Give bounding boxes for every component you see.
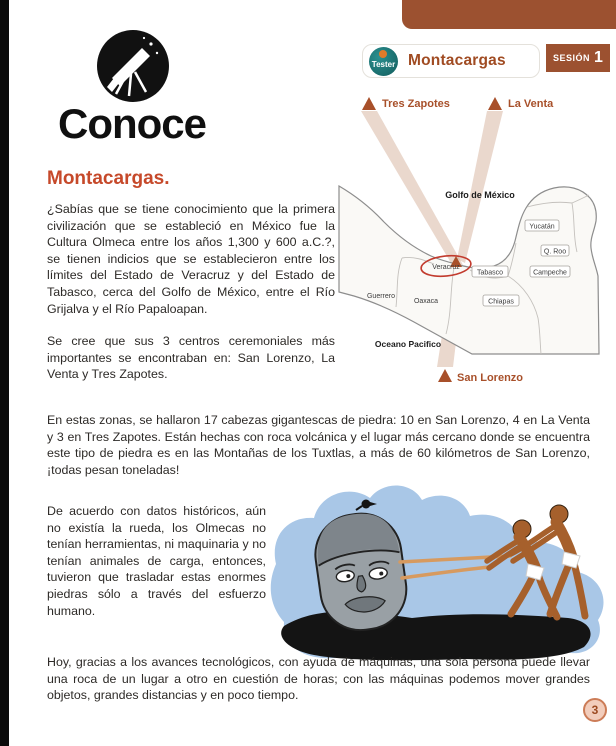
paragraph-2: Se cree que sus 3 centros ceremoniales más importantes se encontraban en: San Lorenzo, La Venta y Tres Zapotes. <box>47 334 335 382</box>
session-label: SESIÓN <box>553 53 591 63</box>
telescope-icon <box>58 26 248 106</box>
planet-icon <box>379 50 387 58</box>
olmec-illustration <box>262 468 612 668</box>
region-tabasco: Tabasco <box>476 269 504 277</box>
tester-badge-label: Tester <box>371 60 396 69</box>
region-chiapas: Chiapas <box>488 298 514 306</box>
la-venta-marker-icon <box>488 97 502 110</box>
paragraph-4: De acuerdo con datos históricos, aún no existía la rueda, los Olmecas no tenían herramientas, ni maquinaria y no tenían animales de carga, entonces, tuvieron que trasladar estas enormes piedras sólo a través del esfuerzo humano. <box>47 504 266 618</box>
left-accent-bar <box>0 0 9 746</box>
article-title: Montacargas. <box>47 168 170 189</box>
la-venta-label: La Venta <box>508 98 554 110</box>
region-yucatan: Yucatán <box>529 223 555 231</box>
region-guerrero: Guerrero <box>366 293 396 300</box>
tester-badge <box>369 47 398 76</box>
pacific-label: Oceano Pacifico <box>374 339 442 349</box>
logo <box>58 26 248 148</box>
session-badge <box>546 44 610 72</box>
gulf-label: Golfo de México <box>445 190 515 200</box>
paragraph-1: ¿Sabías que se tiene conocimiento que la primera civilización que se estableció en México fue la Cultura Olmeca entre los años 1,300 y 600 a.C.?, se tienen indicios que se establecieron entre los límites del Estado de Veracruz y del Estado de Tabasco, cerca del Golfo de México, entre el Río Grijalva y el Río Papaloapan. <box>47 202 335 316</box>
tres-zapotes-label: Tres Zapotes <box>382 98 450 110</box>
paragraph-5: Hoy, gracias a los avances tecnológicos, con ayuda de máquinas, una sola persona puede llevar una roca de un lugar a otro en cuestión de horas; con las máquinas podemos mover grandes objetos, grandes distancias y en poco tiempo. <box>47 655 590 703</box>
san-lorenzo-label: San Lorenzo <box>457 372 524 384</box>
region-oaxaca: Oaxaca <box>413 298 439 305</box>
region-q-roo: Q. Roo <box>543 248 567 256</box>
mexico-map <box>336 86 610 398</box>
tres-zapotes-marker-icon <box>362 97 376 110</box>
session-number: 1 <box>594 49 603 66</box>
top-corner-tab <box>402 0 616 29</box>
region-campeche: Campeche <box>533 269 567 277</box>
map-section <box>336 86 610 398</box>
paragraph-3: En estas zonas, se hallaron 17 cabezas gigantescas de piedra: 10 en San Lorenzo, 4 en La Venta y 3 en Tres Zapotes. Están hechas con roca volcánica y el lugar más cercano donde se encuentra este tipo de piedra es en las Montañas de los Tuxtlas, a más de 60 kilómetros de San Lorenzo, ¡todas pesan toneladas! <box>47 413 590 477</box>
header <box>362 42 610 80</box>
article <box>47 168 335 383</box>
san-lorenzo-marker-icon <box>438 369 452 382</box>
ground-shadow <box>281 612 590 661</box>
region-veracruz: Veracruz <box>432 264 460 271</box>
page-number-badge: 3 <box>583 698 607 722</box>
header-title: Montacargas <box>408 52 506 69</box>
logo-wordmark: Conoce <box>58 100 207 147</box>
